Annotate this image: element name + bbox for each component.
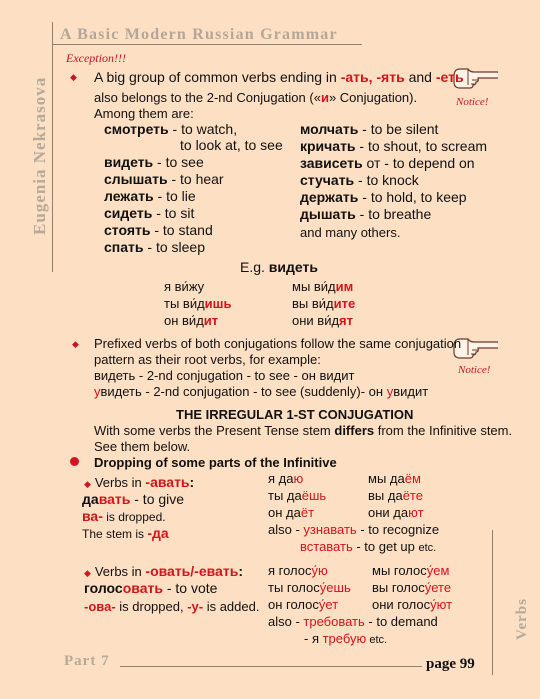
ovat-also-1: also - требовать - to demand — [268, 614, 438, 629]
conj-row: ты даёшь — [268, 488, 327, 503]
ovat-also-2: - я требую etc. — [304, 631, 388, 646]
avat-also-1: also - узнавать - to recognize — [268, 522, 440, 537]
conj-row: они дают — [368, 505, 424, 520]
page-number: page 99 — [426, 656, 475, 672]
avat-stem: The stem is -да — [82, 525, 169, 541]
s3-line1: With some verbs the Present Tense stem differs from the Infinitive stem. — [94, 423, 513, 438]
conj-row: я голосу́ю — [268, 563, 328, 578]
conj-row: я даю — [268, 471, 304, 486]
diamond-bullet-icon: ◆ — [70, 72, 77, 82]
notice-note: Notice! — [456, 96, 489, 108]
left-rule — [52, 22, 53, 272]
exception-note: Exception!!! — [66, 51, 126, 65]
verb-item: стоять - to stand — [104, 222, 213, 238]
verb-item: молчать - to be silent — [300, 121, 439, 137]
conj-row: ты ви́дишь — [164, 296, 232, 311]
conj-row: вы даёте — [368, 488, 423, 503]
diamond-bullet-icon: ◆ — [72, 339, 79, 349]
s2-line1: Prefixed verbs of both conjugations follow the same conjugation — [94, 336, 462, 351]
conj-row: он ви́дит — [164, 313, 219, 328]
s1-line3: Among them are: — [94, 106, 194, 121]
avat-infinitive: давать - to give — [82, 491, 185, 507]
verb-item: дышать - to breathe — [300, 206, 432, 222]
conj-row: я ви́жу — [164, 279, 205, 294]
side-section-label: Verbs — [514, 598, 530, 640]
round-bullet-icon — [70, 457, 79, 466]
verb-item: держать - to hold, to keep — [300, 189, 467, 205]
ovat-infinitive: голосовать - to vote — [84, 580, 218, 596]
irregular-title: THE IRREGULAR 1-ST CONJUGATION — [176, 407, 414, 422]
conj-row: мы даём — [368, 471, 421, 486]
conj-row: они ви́дят — [292, 313, 353, 328]
conj-row: ты голосу́ешь — [268, 580, 351, 595]
avat-drop: ва- is dropped. — [82, 508, 166, 524]
verb-item-more: and many others. — [300, 225, 401, 240]
top-rule — [52, 44, 362, 45]
dropping-subtitle: Dropping of some parts of the Infinitive — [94, 455, 337, 470]
ovat-drop: -ова- is dropped, -у- is added. — [84, 599, 260, 614]
conj-row: вы ви́дите — [292, 296, 356, 311]
conj-row: он голосу́ет — [268, 597, 339, 612]
verb-item: to look at, to see — [180, 137, 283, 153]
right-rule — [492, 530, 493, 675]
avat-heading: ◆ Verbs in -авать: — [84, 474, 195, 490]
verb-item: спать - to sleep — [104, 239, 205, 255]
book-title: A Basic Modern Russian Grammar — [60, 26, 338, 43]
s1-line2: also belongs to the 2-nd Conjugation («и» Conjugation). — [94, 90, 418, 105]
verb-item: смотреть - to watch, — [104, 121, 238, 137]
s2-line2: pattern as their root verbs, for example: — [94, 352, 321, 367]
author-name: Eugenia Nekrasova — [30, 76, 49, 235]
part-label: Part 7 — [64, 653, 110, 669]
avat-also-2: вставать - to get up etc. — [300, 539, 437, 554]
verb-item: сидеть - to sit — [104, 205, 195, 221]
conj-row: они голосу́ют — [372, 597, 453, 612]
s2-line3: видеть - 2-nd conjugation - to see - он видит — [94, 368, 355, 383]
verb-item: лежать - to lie — [104, 188, 196, 204]
verb-item: слышать - to hear — [104, 171, 224, 187]
verb-item: стучать - to knock — [300, 172, 419, 188]
conj-row: вы голосу́ете — [372, 580, 452, 595]
example-heading: E.g. видеть — [240, 259, 318, 275]
s2-line4: увидеть - 2-nd conjugation - to see (suddenly)- он увидит — [94, 384, 429, 399]
conj-row: мы ви́дим — [292, 279, 354, 294]
conj-row: он даёт — [268, 505, 315, 520]
s1-line1: A big group of common verbs ending in -ать, -ять and -еть — [94, 69, 464, 85]
verb-item: зависеть от - to depend on — [300, 155, 475, 171]
conj-row: мы голосу́ем — [372, 563, 450, 578]
ovat-heading: ◆ Verbs in -овать/-евать: — [84, 563, 243, 579]
s3-line2: See them below. — [94, 439, 191, 454]
verb-item: кричать - to shout, to scream — [300, 138, 488, 154]
notice-note: Notice! — [458, 364, 491, 376]
verb-item: видеть - to see — [104, 154, 204, 170]
bottom-rule — [120, 666, 422, 667]
